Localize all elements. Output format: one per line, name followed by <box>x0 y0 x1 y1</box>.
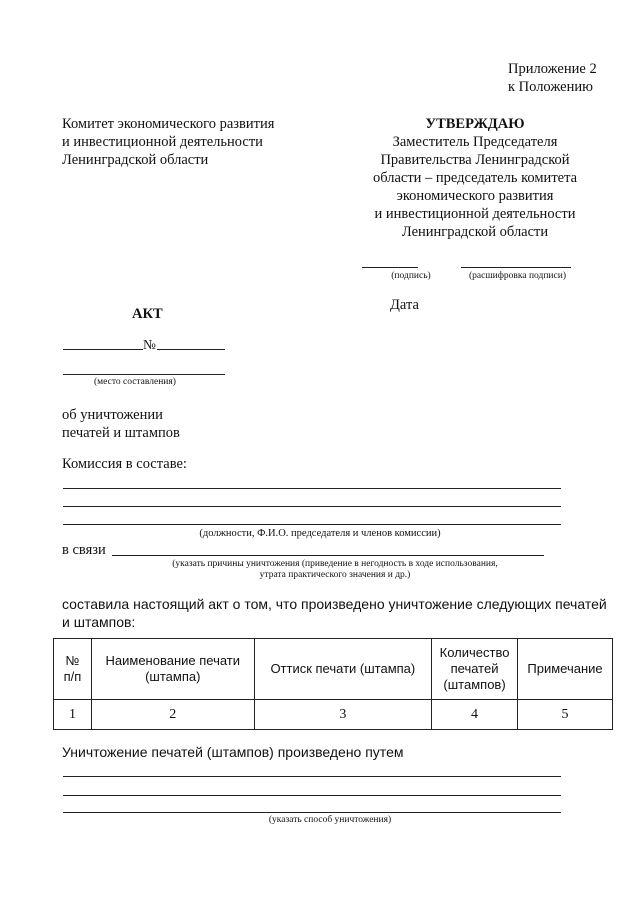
approval-title: УТВЕРЖДАЮ <box>425 116 525 132</box>
place-line <box>63 374 225 375</box>
act-subject <box>62 406 180 442</box>
header-number-line-2: п/п <box>63 669 82 684</box>
appendix-line-1: Приложение 2 <box>508 61 597 77</box>
approval-line-5: и инвестиционной деятельности <box>374 206 576 222</box>
act-date-line <box>63 349 143 350</box>
reason-caption-line-1: (указать причины уничтожения (приведение в негодность в ходе использования, <box>172 559 498 569</box>
reason-line <box>112 555 544 556</box>
commission-line-2 <box>63 506 561 507</box>
approval-line-3: области – председатель комитета <box>372 170 578 186</box>
destruction-line-2 <box>63 795 561 796</box>
place-caption: (место составления) <box>94 377 176 387</box>
date-label: Дата <box>390 297 419 313</box>
destruction-label: Уничтожение печатей (штампов) произведено путем <box>62 744 404 760</box>
approval-line-4: экономического развития <box>396 188 554 204</box>
committee-line-3: Ленинградской области <box>62 152 209 168</box>
commission-line-1 <box>63 488 561 489</box>
signature-line <box>362 267 418 268</box>
signature-decoding-caption: (расшифровка подписи) <box>469 271 566 281</box>
approval-line-2: Правительства Ленинградской <box>380 152 570 168</box>
commission-label: Комиссия в составе: <box>62 456 187 472</box>
cell-number-2: 2 <box>91 700 254 730</box>
committee-name <box>62 115 342 169</box>
header-seal-name <box>91 639 254 700</box>
header-seal-name-line-2: (штампа) <box>145 669 201 684</box>
header-quantity <box>432 639 518 700</box>
header-quantity-line-1: Количество <box>439 645 510 660</box>
header-seal-impression <box>254 639 431 700</box>
table-header-row <box>54 639 613 700</box>
act-number-sign: № <box>143 337 156 352</box>
approval-block <box>355 115 595 241</box>
cell-number-1: 1 <box>54 700 92 730</box>
act-subject-line-1: об уничтожении <box>62 407 163 423</box>
cell-number-3: 3 <box>254 700 431 730</box>
items-table <box>53 638 613 730</box>
statement-line-2: и штампов: <box>62 614 136 630</box>
reason-caption-line-2: утрата практического значения и др.) <box>259 570 411 580</box>
statement-line-1: составила настоящий акт о том, что произведено уничтожение следующих печатей <box>62 596 607 612</box>
signature-caption: (подпись) <box>391 271 431 281</box>
header-number-line-1: № <box>65 653 80 668</box>
signature-decoding-line <box>461 267 571 268</box>
approval-line-1: Заместитель Председателя <box>392 134 558 150</box>
destruction-line-1 <box>63 776 561 777</box>
header-seal-impression-line-1: Оттиск печати (штампа) <box>270 661 416 676</box>
appendix-line-2: к Положению <box>508 79 593 95</box>
header-quantity-line-2: печатей <box>450 661 499 676</box>
reason-caption <box>140 559 530 581</box>
cell-number-5: 5 <box>518 700 613 730</box>
act-number-line <box>157 349 225 350</box>
commission-caption: (должности, Ф.И.О. председателя и членов комиссии) <box>199 528 441 539</box>
header-note-line-1: Примечание <box>527 661 603 676</box>
act-subject-line-2: печатей и штампов <box>62 425 180 441</box>
cell-number-4: 4 <box>432 700 518 730</box>
commission-line-3 <box>63 524 561 525</box>
header-seal-name-line-1: Наименование печати <box>105 653 241 668</box>
header-number <box>54 639 92 700</box>
header-quantity-line-3: (штампов) <box>443 677 506 692</box>
approval-line-6: Ленинградской области <box>401 224 549 240</box>
committee-line-1: Комитет экономического развития <box>62 116 275 132</box>
header-note <box>518 639 613 700</box>
destruction-line-3 <box>63 812 561 813</box>
reason-label: в связи <box>62 542 106 558</box>
act-title: АКТ <box>132 306 163 322</box>
committee-line-2: и инвестиционной деятельности <box>62 134 263 150</box>
table-row <box>54 700 613 730</box>
destruction-caption: (указать способ уничтожения) <box>268 815 392 825</box>
statement-text <box>62 595 632 631</box>
appendix-label <box>508 60 618 96</box>
